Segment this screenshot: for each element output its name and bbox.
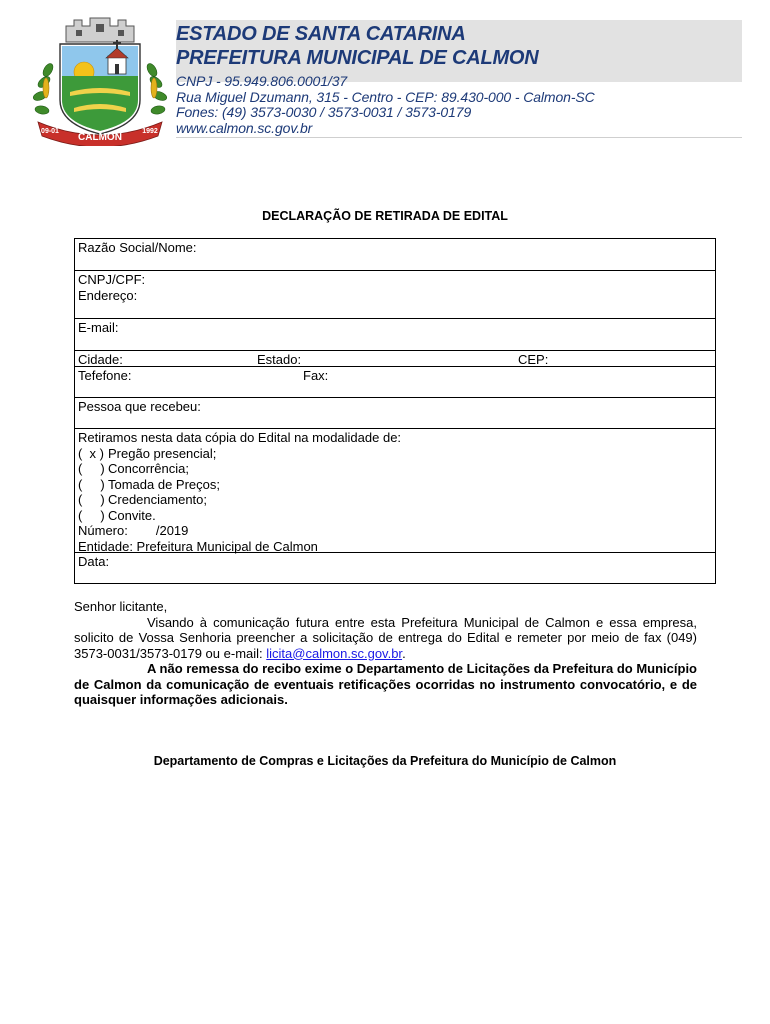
cidade-label: Cidade: (78, 352, 123, 367)
option-credenciamento (78, 492, 712, 508)
data-label: Data: (78, 554, 110, 569)
cep-label: CEP: (518, 352, 549, 367)
option-label: Convite. (108, 507, 156, 523)
row-cnpj-cpf (75, 271, 715, 287)
endereco-label: Endereço: (78, 288, 138, 303)
department-signature: Departamento de Compras e Licitações da Prefeitura do Município de Calmon (153, 754, 617, 768)
checkbox-mark: ( ) (78, 461, 105, 476)
row-pessoa-recebeu (75, 398, 715, 429)
cnpj-cpf-label: CNPJ/CPF: (78, 272, 146, 287)
numero-value: /2019 (155, 523, 189, 538)
crest-right-date: 1992 (142, 128, 158, 135)
option-label: Pregão presencial; (108, 445, 217, 461)
checkbox-mark: ( ) (78, 492, 105, 507)
email-label: E-mail: (78, 320, 119, 335)
pessoa-label: Pessoa que recebeu: (78, 399, 201, 414)
modalidade-intro: Retiramos nesta data cópia do Edital na modalidade de: (78, 430, 402, 445)
option-convite (78, 508, 712, 524)
telefone-label: Tefefone: (78, 368, 132, 383)
header-address: Rua Miguel Dzumann, 315 - Centro - CEP: 89.430-000 - Calmon-SC (176, 89, 595, 105)
header-divider (176, 137, 742, 138)
row-data (75, 553, 715, 584)
row-endereco (75, 287, 715, 319)
numero-label: Número: (78, 523, 128, 538)
header-website: www.calmon.sc.gov.br (176, 120, 313, 136)
checkbox-mark: ( ) (78, 507, 105, 523)
row-modalidade (75, 429, 715, 553)
option-label: Tomada de Preços; (108, 476, 221, 492)
option-label: Concorrência; (108, 461, 189, 476)
option-pregao (78, 446, 712, 462)
letter-greeting: Senhor licitante, (74, 599, 168, 614)
declaration-form (74, 238, 716, 584)
letter-paragraph-1 (74, 615, 697, 662)
state-name: ESTADO DE SANTA CATARINA (176, 23, 466, 45)
paragraph-1-end: . (402, 645, 406, 661)
razao-social-label: Razão Social/Nome: (78, 240, 197, 255)
fax-label: Fax: (303, 368, 329, 383)
row-telefone-fax (75, 367, 715, 398)
option-label: Credenciamento; (108, 492, 207, 507)
numero-line (78, 523, 712, 539)
municipal-coat-of-arms (30, 12, 170, 146)
document-title: DECLARAÇÃO DE RETIRADA DE EDITAL (262, 209, 508, 223)
letter-body (74, 599, 697, 708)
header-phones: Fones: (49) 3573-0030 / 3573-0031 / 3573-0179 (176, 104, 472, 120)
checkbox-mark: ( ) (78, 476, 105, 492)
crest-banner-text: CALMON (78, 132, 122, 143)
option-concorrencia (78, 461, 712, 477)
crest-left-date: 09-01 (41, 128, 59, 135)
row-razao-social (75, 239, 715, 271)
estado-label: Estado: (257, 352, 302, 367)
row-cidade-estado-cep (75, 351, 715, 367)
checkbox-mark: ( x ) (78, 445, 104, 461)
row-email (75, 319, 715, 351)
entidade-line: Entidade: Prefeitura Municipal de Calmon (78, 538, 318, 554)
header-cnpj: CNPJ - 95.949.806.0001/37 (176, 73, 348, 89)
email-link[interactable]: licita@calmon.sc.gov.br (266, 645, 403, 661)
municipality-name: PREFEITURA MUNICIPAL DE CALMON (176, 47, 539, 69)
option-tomada-precos (78, 477, 712, 493)
letter-paragraph-2: A não remessa do recibo exime o Departamento de Licitações da Prefeitura do Município de Calmon da comunicação de eventuais retificações ocorridas no instrumento convocatório, e de quaisquer informações adicionais. (74, 661, 697, 707)
paragraph-1-text: Visando à comunicação futura entre esta Prefeitura Municipal de Calmon e essa empresa, solicito de Vossa Senhoria preencher a solicitação de entrega do Edital e remeter por meio de fax (049) 3573-0031/3573-0179 ou e-mail: (74, 614, 697, 661)
letterhead (30, 12, 742, 148)
